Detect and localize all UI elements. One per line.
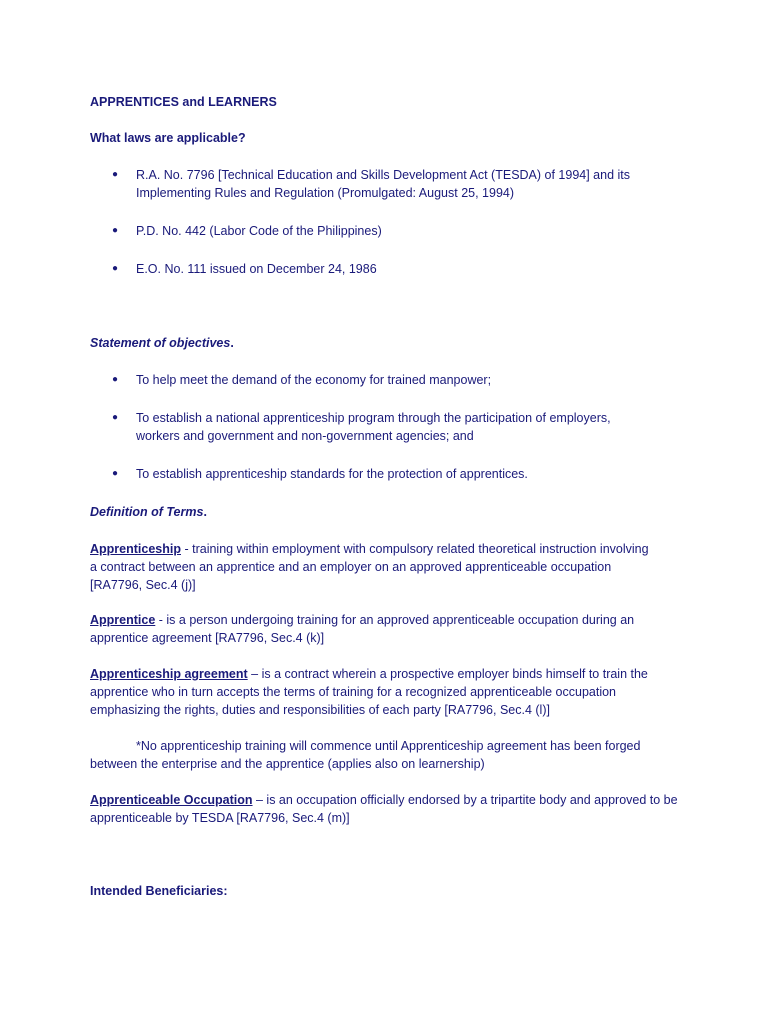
bullet-icon: ●: [112, 225, 119, 236]
list-item-text: To help meet the demand of the economy for trained manpower;: [136, 373, 492, 387]
laws-heading: What laws are applicable?: [90, 131, 246, 145]
list-item-text: E.O. No. 111 issued on December 24, 1986: [136, 262, 377, 276]
definition-note: [90, 737, 680, 773]
definition-term: Apprentice: [90, 613, 156, 627]
definition-text: – is an occupation officially endorsed by a tripartite body and approved to be apprenticeable by TESDA [RA7796, Sec.4 (m)]: [90, 793, 678, 825]
definition-text: - training within employment with compulsory related theoretical instruction involving a contract between an apprentice and an employer on an approved apprenticeable occupation [RA7796, Sec.4 (j)]: [90, 542, 649, 592]
list-item-text: R.A. No. 7796 [Technical Education and Skills Development Act (TESDA) of 1994] and its Implementing Rules and Regulation (Promulgated: August 25, 1994): [136, 168, 631, 200]
list-item-text: To establish apprenticeship standards for the protection of apprentices.: [136, 467, 528, 481]
definitions-heading: [90, 503, 207, 521]
definition-term: Apprenticeship agreement: [90, 667, 248, 681]
bullet-icon: ●: [112, 263, 119, 274]
definition-text: – is a contract wherein a prospective employer binds himself to train the apprentice who in turn accepts the terms of training for a recognized apprenticeable occupation emphasizing the rights, duties and responsibilities of each party [RA7796, Sec.4 (l)]: [90, 667, 648, 717]
definitions-heading-suffix: .: [203, 505, 207, 519]
bullet-icon: ●: [112, 468, 119, 479]
definition-term: Apprenticeship: [90, 542, 181, 556]
objectives-heading: [90, 334, 234, 352]
list-item-text: To establish a national apprenticeship program through the participation of employers, workers and government and non-government agencies; and: [136, 411, 611, 443]
page-title: APPRENTICES and LEARNERS: [90, 95, 277, 109]
bullet-icon: ●: [112, 169, 119, 180]
objectives-heading-suffix: .: [230, 336, 234, 350]
list-item-text: P.D. No. 442 (Labor Code of the Philippines): [136, 224, 382, 238]
definitions-heading-text: Definition of Terms: [90, 505, 204, 519]
definition-text: - is a person undergoing training for an approved apprenticeable occupation during an apprentice agreement [RA7796, Sec.4 (k)]: [90, 613, 635, 645]
definition-apprentice: [90, 611, 680, 647]
beneficiaries-heading: Intended Beneficiaries:: [90, 884, 228, 898]
definition-apprenticeship: [90, 540, 650, 594]
definition-apprenticeable-occupation: [90, 791, 690, 827]
definition-apprenticeship-agreement: [90, 665, 680, 719]
bullet-icon: ●: [112, 412, 119, 423]
definition-term: Apprenticeable Occupation: [90, 793, 253, 807]
bullet-icon: ●: [112, 374, 119, 385]
note-text: *No apprenticeship training will commence until Apprenticeship agreement has been forged between the enterprise and the apprentice (applies also on learnership): [90, 739, 641, 771]
objectives-heading-text: Statement of objectives: [90, 336, 231, 350]
